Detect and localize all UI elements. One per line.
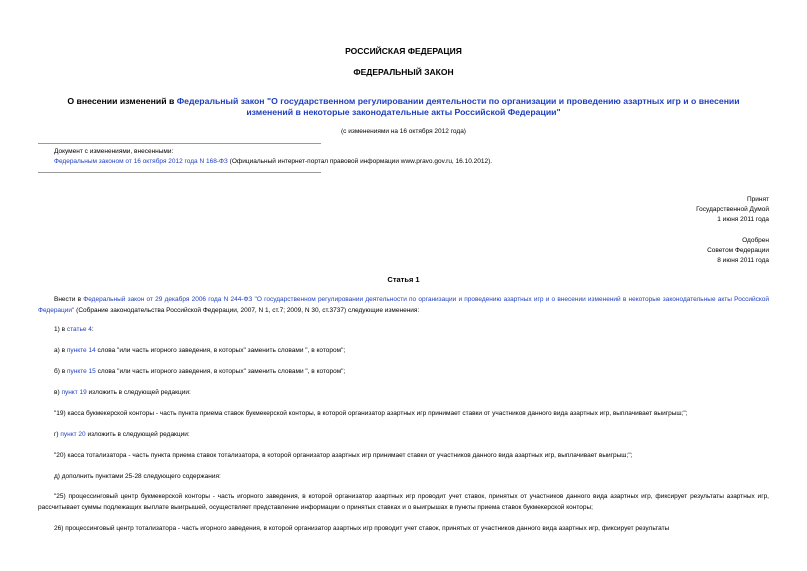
item-1-prefix: 1) в (54, 326, 67, 333)
item-1 (54, 326, 94, 333)
item-b-prefix: б) в (54, 368, 67, 375)
base-law-link[interactable]: Федеральный закон от 29 декабря 2006 года N 244-ФЗ "О государственном регулировании деятельности по организации и проведению азартных игр и о внесении изменений в некоторые законодательные акты Российской Федерации" (38, 296, 769, 314)
law-title (50, 96, 757, 118)
council-line2: Советом Федерации (707, 247, 769, 254)
article-intro (38, 295, 769, 316)
quote-25: "25) процессинговый центр букмекерской конторы - часть игорного заведения, в которой организатор азартных игр проводит учет ставок, принятых от участников данного вида азартных игр, фиксирует результаты азартных игр, рассчитывает суммы подлежащих выплате выигрышей, осуществляет представление информации о принятых ставках и о выигрышах в пункты приема ставок букмекерской конторы; (38, 493, 769, 511)
point-14-link[interactable]: пункте 14 (66, 347, 96, 354)
item-b (54, 368, 345, 375)
intro-prefix: Внести в (54, 296, 84, 303)
changes-label: Документ с изменениями, внесенными: (54, 148, 174, 155)
item-b-suffix: слова "или часть игорного заведения, в которых" заменить словами ", в котором"; (95, 368, 346, 375)
item-d: д) дополнить пунктами 25-28 следующего содержания: (54, 473, 221, 480)
item-v-prefix: в) (54, 389, 62, 396)
quote-26: 26) процессинговый центр тотализатора - часть игорного заведения, в которой организатор азартных игр проводит учет ставок, принятых от участников данного вида азартных игр, фиксирует результаты (54, 525, 670, 532)
council-line1: Одобрен (742, 237, 769, 244)
item-g-suffix: изложить в следующей редакции: (85, 431, 190, 438)
intro-suffix: (Собрание законодательства Российской Федерации, 2007, N 1, ст.7; 2009, N 30, ст.3737) следующие изменения: (74, 306, 420, 314)
quote-19: "19) касса букмекерской конторы - часть пункта приема ставок букмекерской конторы, в которой организатор азартных игр принимает ставки от участников данного вида азартных игр, выплачивает выигрыш;"; (54, 410, 688, 417)
item-a (54, 347, 345, 354)
law-title-link[interactable]: Федеральный закон "О государственном регулировании деятельности по организации и проведению азартных игр и о внесении изменений в некоторые законодательные акты Российской Федерации" (176, 96, 740, 117)
duma-line2: Государственной Думой (696, 206, 769, 213)
document-type-heading: ФЕДЕРАЛЬНЫЙ ЗАКОН (353, 67, 454, 77)
changes-source: (Официальный интернет-портал правовой информации www.pravo.gov.ru, 16.10.2012). (227, 158, 493, 165)
edition-note: (с изменениями на 16 октября 2012 года) (341, 128, 466, 135)
article-4-link[interactable]: статье 4 (66, 326, 92, 333)
item-a-prefix: а) в (54, 347, 67, 354)
quote-20: "20) касса тотализатора - часть пункта приема ставок тотализатора, в которой организатор азартных игр принимает ставки от участников данного вида азартных игр, выплачивает выигрыш;"; (54, 452, 633, 459)
duma-line3: 1 июня 2011 года (717, 216, 769, 223)
item-1-suffix: : (91, 326, 94, 333)
council-line3: 8 июня 2011 года (717, 257, 769, 264)
law-title-prefix: О внесении изменений в (67, 96, 177, 106)
divider-top (38, 143, 321, 144)
divider-bottom (38, 172, 321, 173)
duma-line1: Принят (746, 196, 769, 203)
changes-block (54, 147, 774, 167)
item-v (54, 389, 191, 396)
item-g-prefix: г) (54, 431, 61, 438)
amending-law-link[interactable]: Федеральным законом от 16 октября 2012 года N 168-ФЗ (54, 158, 228, 165)
duma-adoption (696, 195, 769, 225)
point-20-link[interactable]: пункт 20 (60, 431, 86, 438)
item-a-suffix: слова "или часть игорного заведения, в которых" заменить словами ", в котором"; (95, 347, 346, 354)
council-approval (707, 236, 769, 266)
changes-source-line (54, 157, 774, 167)
item-v-suffix: изложить в следующей редакции: (86, 389, 191, 396)
point-19-link[interactable]: пункт 19 (61, 389, 87, 396)
article-heading: Статья 1 (387, 275, 420, 284)
point-15-link[interactable]: пункте 15 (66, 368, 96, 375)
country-heading: РОССИЙСКАЯ ФЕДЕРАЦИЯ (345, 46, 462, 56)
item-g (54, 431, 190, 438)
